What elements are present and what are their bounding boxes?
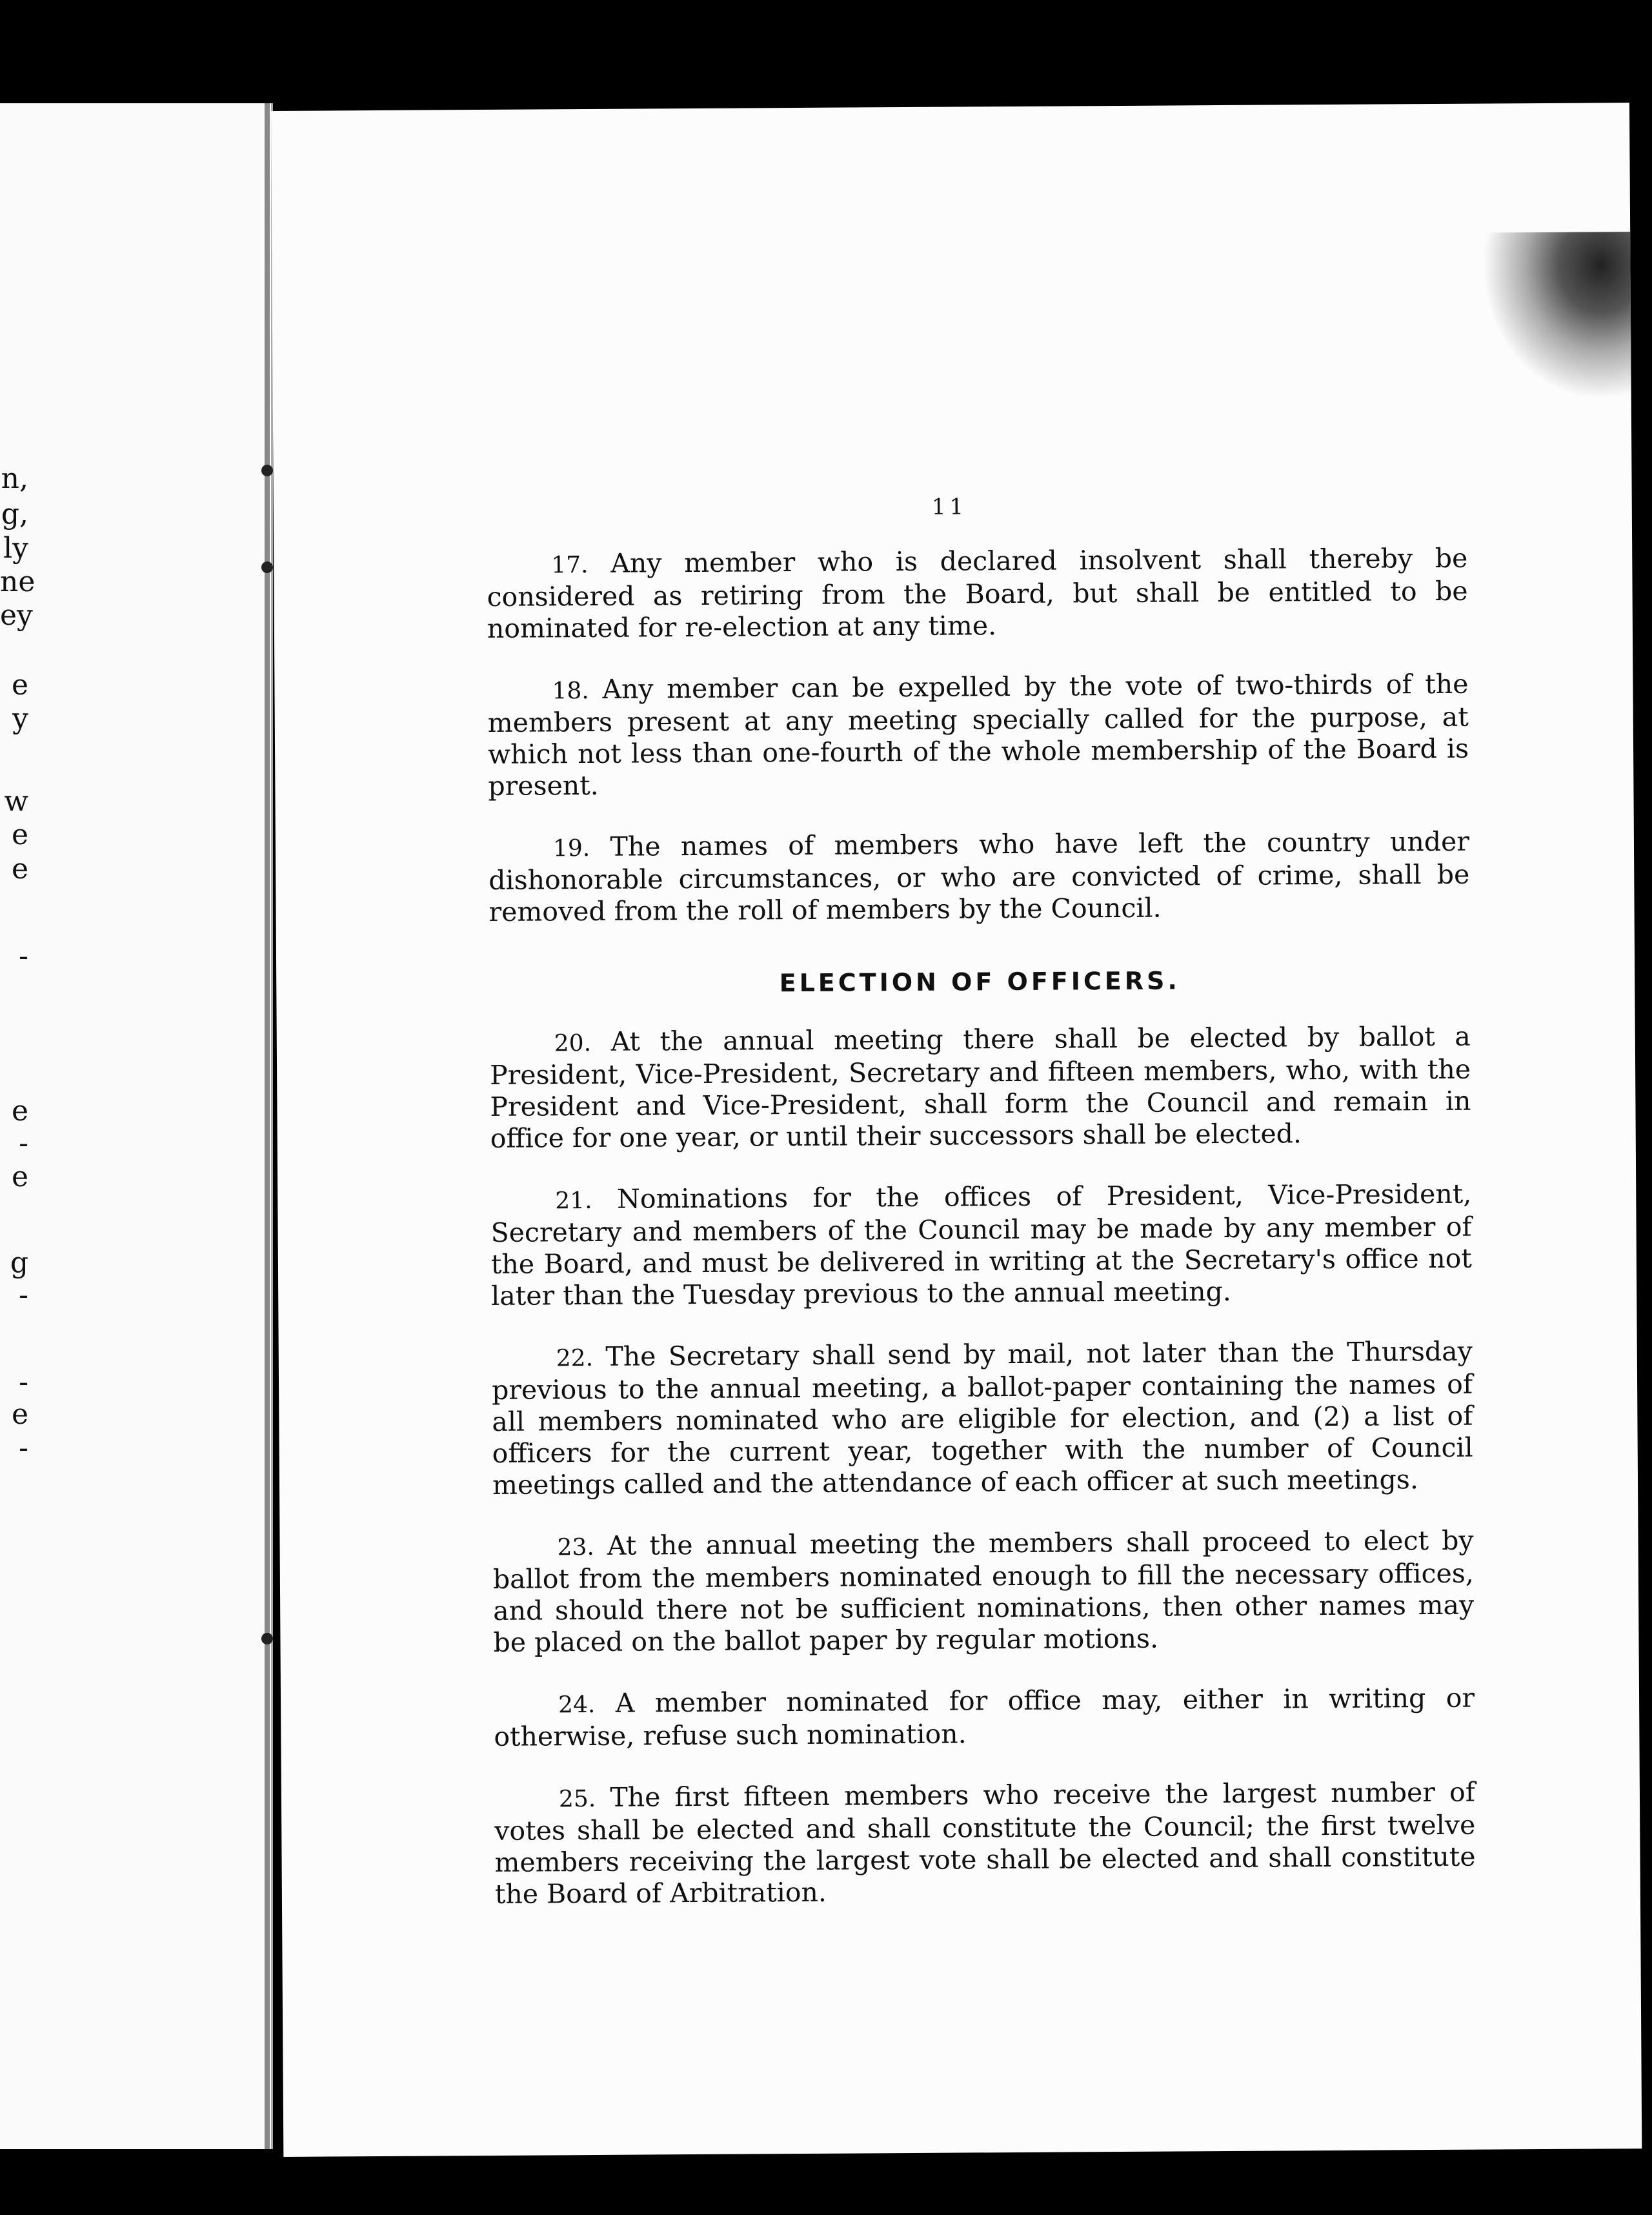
- body-text: [487, 543, 1476, 1940]
- fragment: n,: [1, 462, 28, 495]
- fragment: y: [12, 702, 28, 735]
- paragraph-text: Nominations for the offices of President, Vice-President, Secretary and members of the Council may be made by any member of the Board, and must be delivered in writing at the Secretary's office not later than the Tuesday previous to the annual meeting.: [490, 1178, 1473, 1311]
- fragment: ne: [0, 565, 35, 598]
- paragraph-text: The names of members who have left the country under dishonorable circumstances, or who are convicted of crime, shall be removed from the roll of members by the Council.: [489, 825, 1470, 927]
- paragraph-text: The Secretary shall send by mail, not later than the Thursday previous to the annual meeting, a ballot-paper containing the names of all members nominated who are eligible for election, and (2) a list of officers for the current year, together with the number of Council meetings called and the attendance of each officer at such meetings.: [491, 1335, 1473, 1501]
- fragment: e: [11, 669, 28, 702]
- paragraph-number: 24.: [558, 1691, 596, 1719]
- paragraph-text: At the annual meeting there shall be elected by ballot a President, Vice-President, Secretary and fifteen members, who, with the President and Vice-President, shall form the Council and remain in office for one year, or until their successors shall be elected.: [489, 1020, 1471, 1154]
- fragment: g,: [1, 498, 28, 531]
- fragment: e: [11, 818, 28, 851]
- paragraph-number: 22.: [556, 1344, 594, 1372]
- paragraph-number: 21.: [555, 1187, 592, 1215]
- fragment: g: [10, 1246, 28, 1279]
- paragraph-text: The first fifteen members who receive the largest number of votes shall be elected and shall constitute the Council; the first twelve members receiving the largest vote shall be elected and shall constitute the Board of Arbitration.: [494, 1776, 1476, 1910]
- fragment: -: [19, 940, 28, 973]
- paragraph-number: 18.: [552, 678, 589, 705]
- paragraph-text: Any member who is declared insolvent shall thereby be considered as retiring from the Board, but shall be entitled to be nominated for re-election at any time.: [487, 542, 1468, 644]
- paragraph-text: A member nominated for office may, either in writing or otherwise, refuse such nomination.: [494, 1682, 1475, 1752]
- paragraph-23: [492, 1525, 1474, 1659]
- page-number: 11: [931, 494, 968, 520]
- paragraph-19: [489, 826, 1470, 928]
- fragment: -: [19, 1366, 28, 1399]
- left-page: [0, 103, 273, 2149]
- page-gutter: [265, 103, 270, 2149]
- paragraph-text: Any member can be expelled by the vote of two-thirds of the members present at any meeting specially called for the purpose, at which not less than one-fourth of the whole membership of the Board is present.: [487, 668, 1469, 802]
- binding-hole: [261, 1633, 273, 1644]
- section-heading: ELECTION OF OFFICERS.: [779, 966, 1180, 998]
- paragraph-18: [487, 669, 1469, 802]
- fragment: e: [11, 853, 28, 885]
- fragment: w: [4, 785, 28, 818]
- fragment: -: [19, 1127, 28, 1160]
- fragment: e: [11, 1398, 28, 1431]
- paragraph-text: At the annual meeting the members shall proceed to elect by ballot from the members nominated enough to fill the necessary offices, and should there not be sufficient nominations, then other names may be placed on the ballot paper by regular motions.: [492, 1524, 1475, 1658]
- fragment: e: [11, 1160, 28, 1193]
- left-page-text-fragments: [0, 103, 39, 2149]
- fragment: e: [11, 1095, 28, 1128]
- corner-damage: [1482, 232, 1631, 400]
- paragraph-17: [487, 543, 1468, 645]
- binding-hole: [261, 561, 273, 573]
- right-page: [271, 103, 1642, 2157]
- fragment: -: [19, 1279, 28, 1311]
- paragraph-number: 25.: [558, 1785, 596, 1813]
- paragraph-22: [492, 1336, 1473, 1501]
- paragraph-25: [494, 1777, 1476, 1910]
- paragraph-20: [490, 1021, 1471, 1155]
- paragraph-number: 20.: [554, 1029, 592, 1057]
- paragraph-number: 17.: [551, 552, 589, 579]
- fragment: ey: [0, 599, 33, 632]
- paragraph-21: [490, 1178, 1472, 1312]
- paragraph-number: 23.: [557, 1533, 594, 1561]
- paragraph-24: [494, 1683, 1475, 1753]
- fragment: ly: [3, 532, 28, 565]
- binding-hole: [261, 465, 273, 476]
- fragment: -: [19, 1431, 28, 1464]
- paragraph-number: 19.: [552, 835, 590, 862]
